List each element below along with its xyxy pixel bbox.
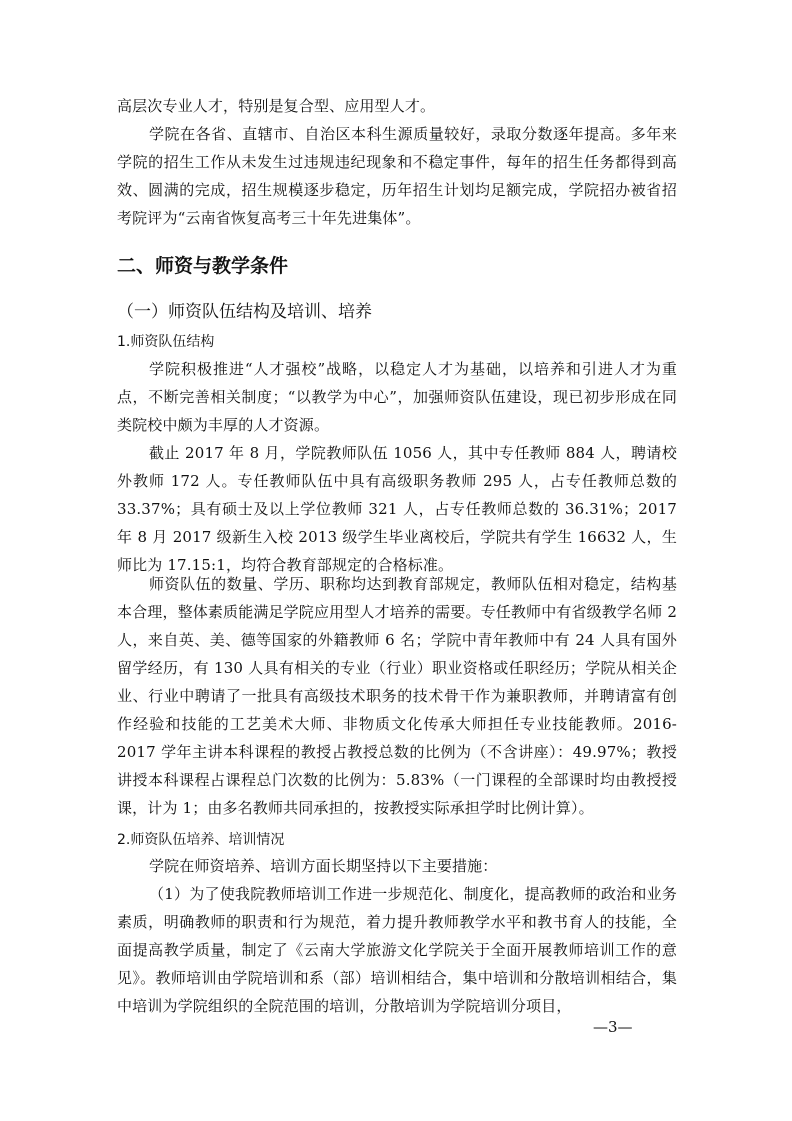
paragraph-enrollment bbox=[117, 120, 677, 232]
page-number: —3— bbox=[593, 1018, 633, 1036]
heading-faculty-composition: 1.师资队伍结构 bbox=[117, 334, 215, 350]
paragraph-text: 师资队伍的数量、学历、职称均达到教育部规定，教师队伍相对稳定，结构基本合理，整体素质能满足学院应用型人才培养的需要。专任教师中有省级教学名师 2 人，来自英、美、德等国家的外籍教师 6 名；学院中青年教师中有 24 人具有国外留学经历，有 130 人具有相关的专业（行业）职业资格或任职经历；学院从相关企业、行业中聘请了一批具有高级技术职务的技术骨干作为兼职教师，并聘请富有创作经验和技能的工艺美术大师、非物质文化传承大师担任专业技能教师。2016-2017 学年主讲本科课程的教授占教授总数的比例为（不含讲座）：49.97%；教授讲授本科课程占课程总门次数的比例为：5.83%（一门课程的全部课时均由教授授课，计为 1；由多名教师共同承担的，按教授实际承担学时比例计算）。 bbox=[117, 575, 678, 817]
sub-heading-1 bbox=[117, 328, 677, 356]
paragraph-text: 高层次专业人才，特别是复合型、应用型人才。 bbox=[117, 97, 436, 115]
section-heading bbox=[117, 252, 677, 280]
sub-heading-2 bbox=[117, 826, 677, 854]
paragraph-text: 学院在各省、直辖市、自治区本科生源质量较好，录取分数逐年提高。多年来学院的招生工作从未发生过违规违纪现象和不稳定事件，每年的招生任务都得到高效、圆满的完成，招生规模逐步稳定，历年招生计划均足额完成，学院招办被省招考院评为“云南省恢复高考三十年先进集体”。 bbox=[117, 125, 677, 227]
paragraph-text: 截止 2017 年 8 月，学院教师队伍 1056 人，其中专任教师 884 人，聘请校外教师 172 人。专任教师队伍中具有高级职务教师 295 人，占专任教师总数的 33.37%；具有硕士及以上学位教师 321 人，占专任教师总数的 36.31%；2017 年 8 月 2017 级新生入校 2013 级学生毕业离校后，学院共有学生 16632 人，生师比为 17.15:1，均符合教育部规定的合格标准。 bbox=[117, 444, 677, 574]
heading-faculty-structure: （一）师资队伍结构及培训、培养 bbox=[117, 302, 372, 322]
paragraph-text: （1）为了使我院教师培训工作进一步规范化、制度化，提高教师的政治和业务素质，明确教师的职责和行为规范，着力提升教师教学水平和教书育人的技能，全面提高教学质量，制定了《云南大学旅游文化学院关于全面开展教师培训工作的意见》。教师培训由学院培训和系（部）培训相结合，集中培训和分散培训相结合，集中培训为学院组织的全院范围的培训，分散培训为学院培训分项目， bbox=[117, 885, 677, 1015]
paragraph-measures bbox=[117, 852, 677, 880]
paragraph-text: 学院积极推进“人才强校”战略，以稳定人才为基础，以培养和引进人才为重点，不断完善相关制度；“以教学为中心”，加强师资队伍建设，现已初步形成在同类院校中颇为丰厚的人才资源。 bbox=[117, 360, 677, 434]
paragraph-intro-end bbox=[117, 92, 677, 120]
heading-teachers-conditions: 二、师资与教学条件 bbox=[117, 255, 289, 277]
heading-training: 2.师资队伍培养、培训情况 bbox=[117, 832, 285, 848]
paragraph-quality bbox=[117, 570, 677, 822]
paragraph-measure-1 bbox=[117, 880, 677, 1020]
paragraph-stats bbox=[117, 439, 677, 579]
subsection-heading bbox=[117, 298, 677, 326]
paragraph-strategy bbox=[117, 355, 677, 439]
paragraph-text: 学院在师资培养、培训方面长期坚持以下主要措施： bbox=[149, 857, 498, 875]
